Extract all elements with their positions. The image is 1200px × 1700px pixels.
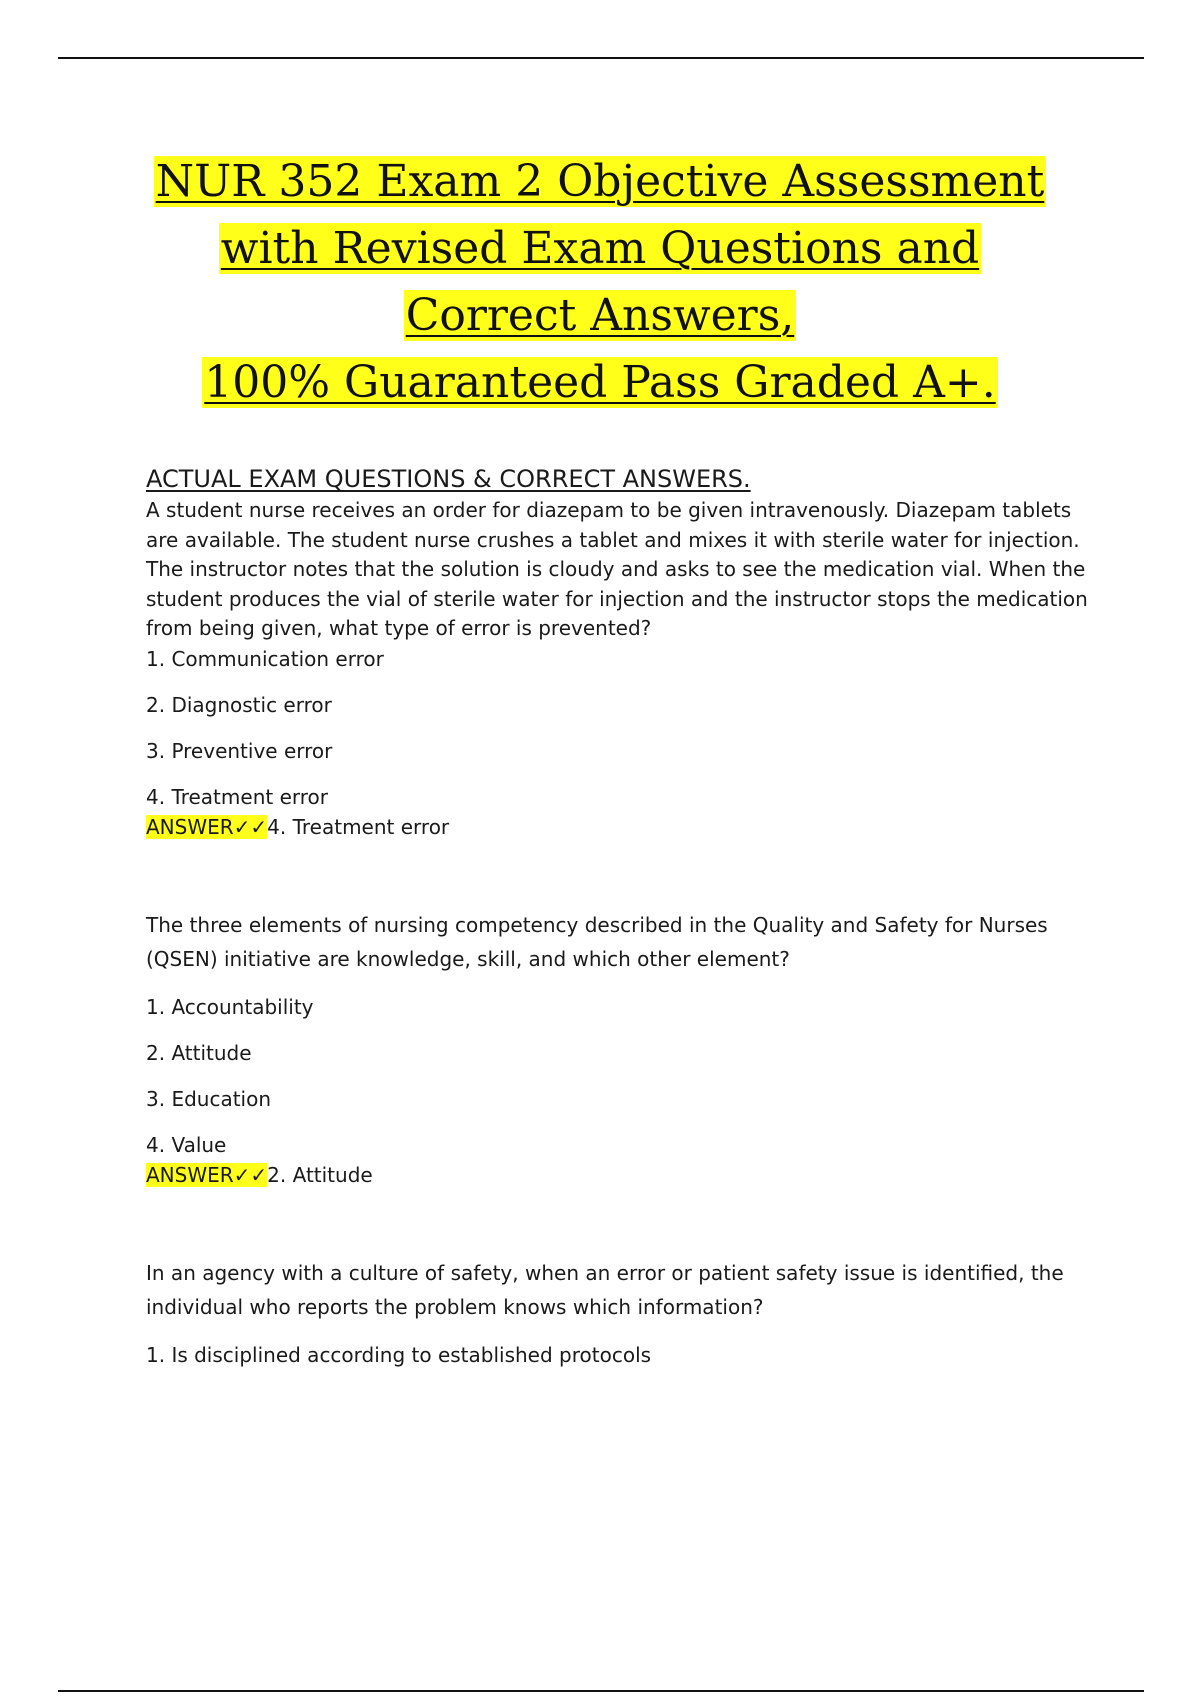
question-text: In an agency with a culture of safety, when an error or patient safety issue is identified, the individual who reports the problem knows which information? bbox=[146, 1260, 1064, 1319]
question-2 bbox=[146, 908, 1106, 1190]
answer-label: ANSWER✓✓ bbox=[146, 814, 268, 839]
option-1: 1. Is disciplined according to established protocols bbox=[146, 1342, 652, 1367]
question-text: The three elements of nursing competency described in the Quality and Safety for Nurses (QSEN) initiative are knowledge, skill, and which other element? bbox=[146, 912, 1048, 971]
section-heading: ACTUAL EXAM QUESTIONS & CORRECT ANSWERS. bbox=[146, 465, 751, 493]
top-rule bbox=[58, 57, 1144, 59]
answer-text: 2. Attitude bbox=[267, 1162, 373, 1187]
document-body bbox=[146, 463, 1106, 1370]
document-title bbox=[0, 148, 1200, 416]
answer bbox=[146, 812, 1106, 842]
answer bbox=[146, 1160, 1106, 1190]
option-2: 2. Diagnostic error bbox=[146, 692, 332, 717]
answer-label: ANSWER✓✓ bbox=[146, 1162, 268, 1187]
option-3: 3. Preventive error bbox=[146, 738, 333, 763]
option-4: 4. Value bbox=[146, 1132, 227, 1157]
title-line-1: NUR 352 Exam 2 Objective Assessment bbox=[155, 156, 1045, 207]
title-line-4: 100% Guaranteed Pass Graded A+. bbox=[204, 357, 996, 408]
option-3: 3. Education bbox=[146, 1086, 272, 1111]
title-line-3: Correct Answers, bbox=[405, 290, 795, 341]
option-1: 1. Accountability bbox=[146, 994, 314, 1019]
option-1: 1. Communication error bbox=[146, 646, 384, 671]
option-4: 4. Treatment error bbox=[146, 784, 328, 809]
question-3 bbox=[146, 1256, 1106, 1370]
bottom-rule bbox=[58, 1690, 1144, 1692]
answer-text: 4. Treatment error bbox=[267, 814, 450, 839]
title-line-2: with Revised Exam Questions and bbox=[220, 223, 980, 274]
question-text: A student nurse receives an order for diazepam to be given intravenously. Diazepam tablets are available. The student nurse crushes a tablet and mixes it with sterile water for injection. The instructor notes that the solution is cloudy and asks to see the medication vial. When the student produces the vial of sterile water for injection and the instructor stops the medication from being given, what type of error is prevented? bbox=[146, 498, 1088, 641]
question-1 bbox=[146, 496, 1106, 842]
option-2: 2. Attitude bbox=[146, 1040, 252, 1065]
